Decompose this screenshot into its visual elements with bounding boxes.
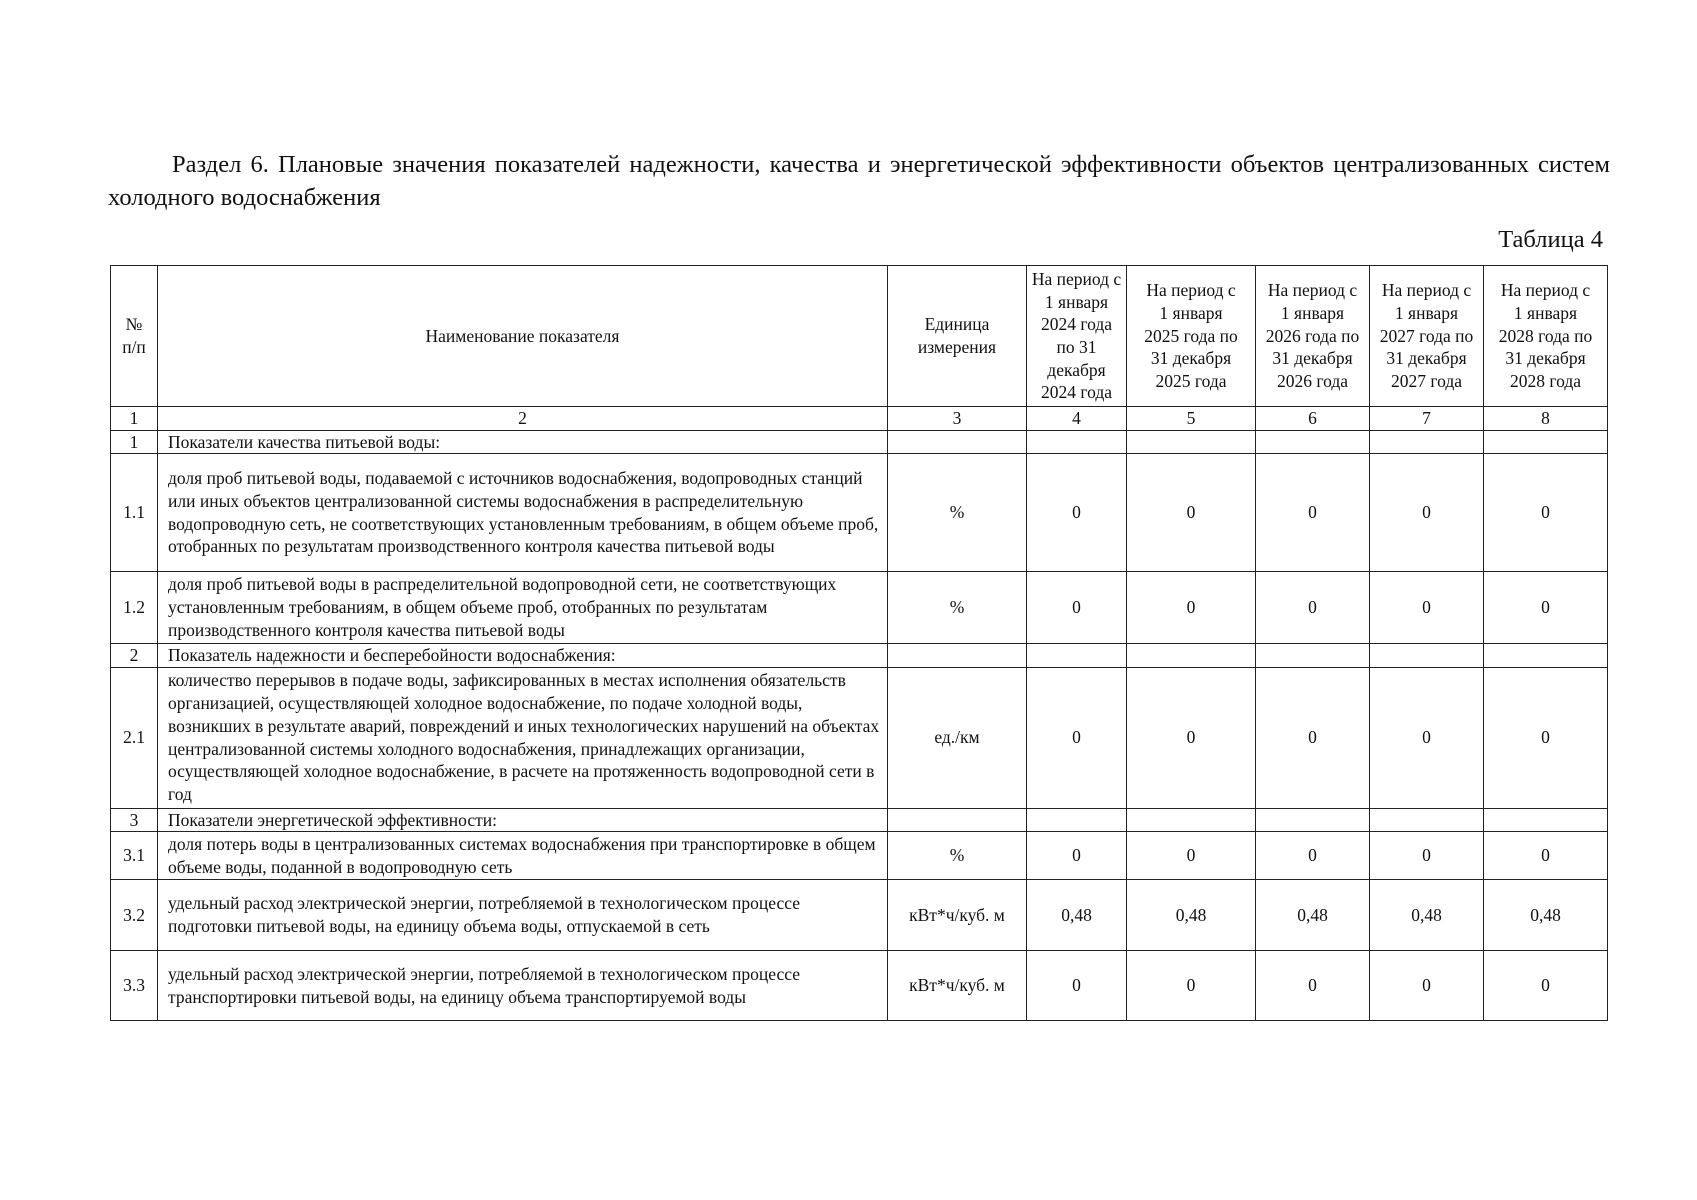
row-value: 0 (1484, 572, 1608, 644)
row-value (1127, 430, 1256, 454)
row-value (1127, 808, 1256, 832)
column-number-row (111, 407, 1608, 431)
column-number: 7 (1370, 407, 1484, 431)
header-period-2028 (1484, 266, 1608, 407)
row-num: 2.1 (111, 667, 158, 808)
row-value: 0 (1027, 454, 1127, 572)
row-unit (888, 430, 1027, 454)
row-unit (888, 644, 1027, 668)
table-header-row (111, 266, 1608, 407)
row-name: количество перерывов в подаче воды, зафиксированных в местах исполнения обязательств организацией, осуществляющей холодное водоснабжение, по подаче холодной воды, возникших в результате аварий, повреждений и иных технологических нарушений на объектах централизованной системы холодного водоснабжения, принадлежащих организации, осуществляющей холодное водоснабжение, в расчете на протяженность водопроводной сети в год (158, 667, 888, 808)
row-value (1027, 430, 1127, 454)
row-value: 0 (1127, 454, 1256, 572)
row-value (1256, 430, 1370, 454)
row-num: 3 (111, 808, 158, 832)
row-value: 0,48 (1256, 880, 1370, 951)
row-unit: % (888, 832, 1027, 880)
row-num: 3.3 (111, 951, 158, 1021)
row-value: 0 (1370, 832, 1484, 880)
header-unit-text: Единица измерения (917, 314, 997, 357)
row-value (1256, 644, 1370, 668)
row-name: Показатели качества питьевой воды: (158, 430, 888, 454)
header-period-2027-text: На период с 1 января 2027 года по 31 декабря 2027 года (1379, 280, 1474, 392)
row-unit: кВт*ч/куб. м (888, 951, 1027, 1021)
row-unit: ед./км (888, 667, 1027, 808)
header-period-2028-text: На период с 1 января 2028 года по 31 декабря 2028 года (1498, 280, 1593, 392)
row-value (1484, 644, 1608, 668)
row-value: 0 (1256, 951, 1370, 1021)
row-num: 1.2 (111, 572, 158, 644)
row-value (1127, 644, 1256, 668)
row-value (1370, 644, 1484, 668)
row-unit: % (888, 572, 1027, 644)
table-row-section (111, 430, 1608, 454)
row-name: Показатель надежности и бесперебойности водоснабжения: (158, 644, 888, 668)
row-value (1027, 808, 1127, 832)
row-num: 3.2 (111, 880, 158, 951)
row-value: 0 (1256, 832, 1370, 880)
row-unit: кВт*ч/куб. м (888, 880, 1027, 951)
column-number: 8 (1484, 407, 1608, 431)
column-number: 5 (1127, 407, 1256, 431)
table-label: Таблица 4 (1498, 226, 1603, 253)
row-value: 0 (1484, 832, 1608, 880)
row-value (1027, 644, 1127, 668)
row-value (1256, 808, 1370, 832)
column-number: 1 (111, 407, 158, 431)
row-value: 0 (1370, 667, 1484, 808)
column-number: 6 (1256, 407, 1370, 431)
row-name: доля проб питьевой воды в распределительной водопроводной сети, не соответствующих установленным требованиям, в общем объеме проб, отобранных по результатам производственного контроля качества питьевой воды (158, 572, 888, 644)
row-value: 0 (1127, 832, 1256, 880)
header-period-2026 (1256, 266, 1370, 407)
header-period-2026-text: На период с 1 января 2026 года по 31 декабря 2026 года (1265, 280, 1360, 392)
row-value: 0 (1027, 667, 1127, 808)
row-value: 0 (1484, 951, 1608, 1021)
row-num: 1 (111, 430, 158, 454)
row-value: 0 (1127, 572, 1256, 644)
row-value: 0 (1370, 951, 1484, 1021)
row-value: 0 (1256, 454, 1370, 572)
column-number: 2 (158, 407, 888, 431)
row-value: 0 (1256, 572, 1370, 644)
row-value: 0,48 (1370, 880, 1484, 951)
row-value (1370, 808, 1484, 832)
table-row (111, 667, 1608, 808)
row-value (1484, 808, 1608, 832)
row-name: удельный расход электрической энергии, потребляемой в технологическом процессе транспортировки питьевой воды, на единицу объема транспортируемой воды (158, 951, 888, 1021)
row-value: 0 (1027, 832, 1127, 880)
row-value: 0 (1127, 667, 1256, 808)
row-unit (888, 808, 1027, 832)
table-row (111, 951, 1608, 1021)
header-period-2027 (1370, 266, 1484, 407)
row-name: доля потерь воды в централизованных системах водоснабжения при транспортировке в общем объеме воды, поданной в водопроводную сеть (158, 832, 888, 880)
header-num-text: № п/п (122, 314, 146, 357)
table-row (111, 832, 1608, 880)
table-row-section (111, 644, 1608, 668)
row-name: Показатели энергетической эффективности: (158, 808, 888, 832)
row-value: 0 (1484, 454, 1608, 572)
row-value (1484, 430, 1608, 454)
row-value: 0,48 (1484, 880, 1608, 951)
row-name: удельный расход электрической энергии, потребляемой в технологическом процессе подготовки питьевой воды, на единицу объема воды, отпускаемой в сеть (158, 880, 888, 951)
row-num: 3.1 (111, 832, 158, 880)
table-row (111, 454, 1608, 572)
row-value: 0 (1027, 572, 1127, 644)
row-value: 0 (1484, 667, 1608, 808)
row-num: 1.1 (111, 454, 158, 572)
row-value: 0 (1370, 572, 1484, 644)
row-value: 0 (1370, 454, 1484, 572)
row-value: 0 (1027, 951, 1127, 1021)
row-value: 0,48 (1127, 880, 1256, 951)
row-value (1370, 430, 1484, 454)
header-num (111, 266, 158, 407)
header-unit (888, 266, 1027, 407)
row-num: 2 (111, 644, 158, 668)
row-unit: % (888, 454, 1027, 572)
header-period-2025 (1127, 266, 1256, 407)
table-row (111, 572, 1608, 644)
column-number: 4 (1027, 407, 1127, 431)
table-row (111, 880, 1608, 951)
row-name: доля проб питьевой воды, подаваемой с источников водоснабжения, водопроводных станций или иных объектов централизованной системы водоснабжения в распределительную водопроводную сеть, не соответствующих установленным требованиям, в общем объеме проб, отобранных по результатам производственного контроля качества питьевой воды (158, 454, 888, 572)
indicators-table (110, 265, 1608, 1021)
header-period-2024: На период с 1 января 2024 года по 31 декабря 2024 года (1027, 266, 1127, 407)
row-value: 0,48 (1027, 880, 1127, 951)
section-heading: Раздел 6. Плановые значения показателей надежности, качества и энергетической эффективности объектов централизованных систем холодного водоснабжения (108, 151, 1610, 211)
header-period-2025-text: На период с 1 января 2025 года по 31 декабря 2025 года (1144, 280, 1238, 392)
row-value: 0 (1256, 667, 1370, 808)
row-value: 0 (1127, 951, 1256, 1021)
column-number: 3 (888, 407, 1027, 431)
table-row-section (111, 808, 1608, 832)
header-name: Наименование показателя (158, 266, 888, 407)
